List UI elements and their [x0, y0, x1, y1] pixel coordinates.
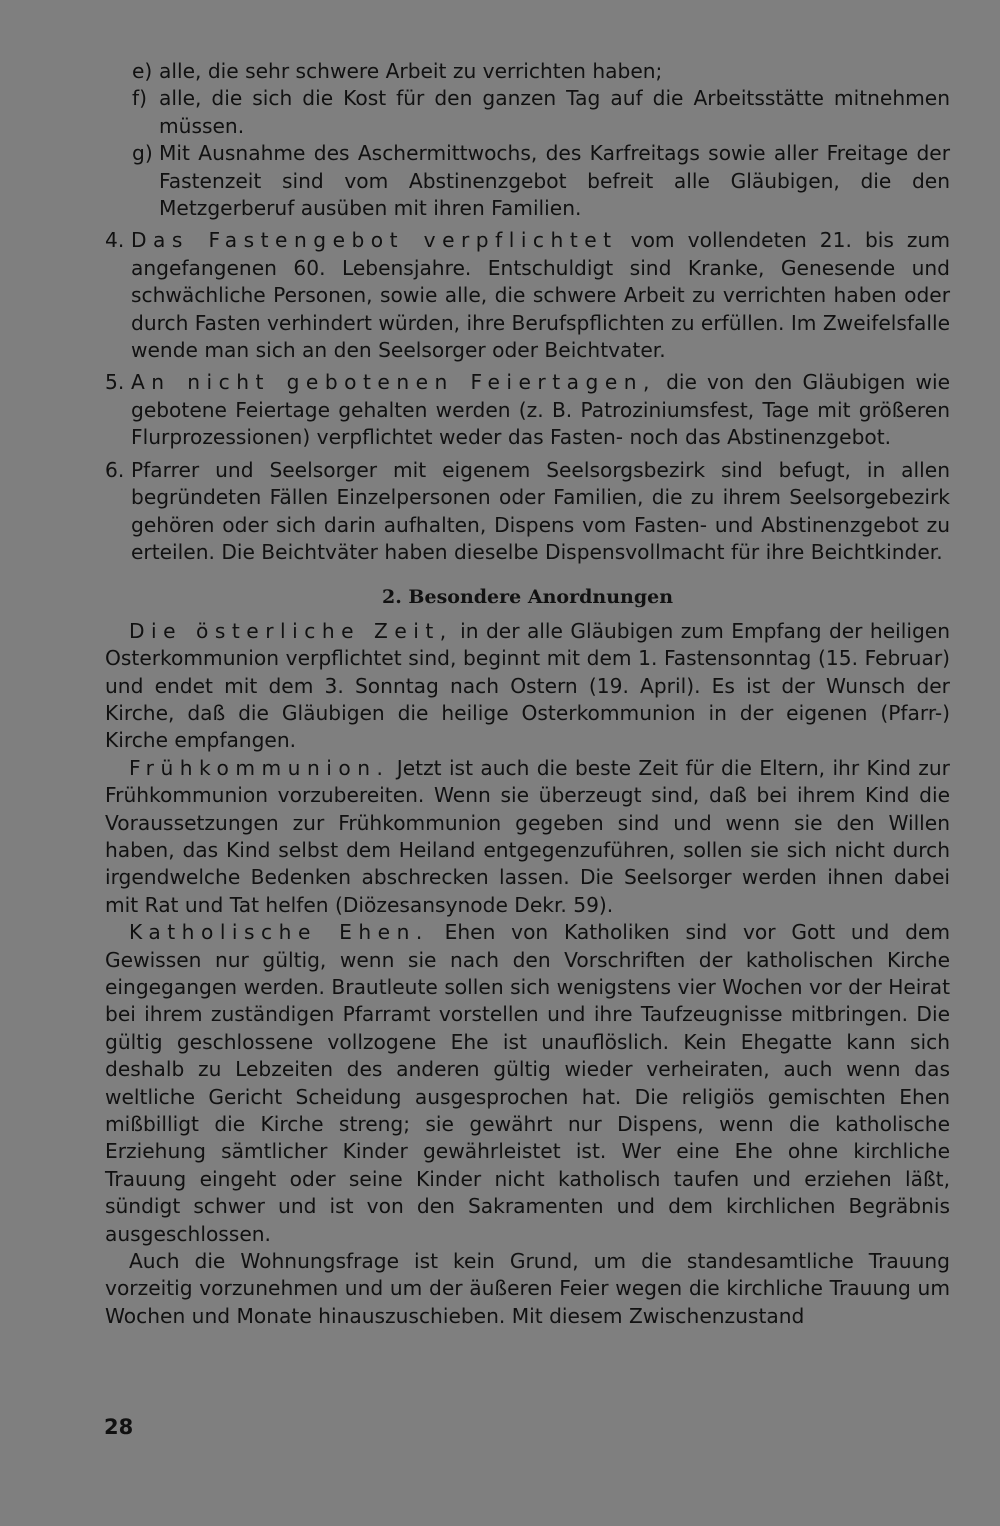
emphasized-phrase: Das Fastengebot verpflichtet — [131, 228, 618, 253]
paragraph-text: Jetzt ist auch die beste Zeit für die Eltern, ihr Kind zur Frühkommunion vorzubereiten. Wenn sie überzeugt sind, daß bei ihrem Kind die Voraussetzungen zur Frühkommunion gegeben sind und wenn sie den Willen haben, das Kind selbst dem Heiland entgegenzuführen, sollen sie sich nicht durch irgendwelche Bedenken abschrecken lassen. Die Seelsorger werden ihnen dabei mit Rat und Tat helfen (Diözesansynode Dekr. 59). — [105, 755, 950, 917]
paragraph-first-communion — [105, 755, 950, 919]
list-item-g — [105, 140, 950, 222]
emphasized-phrase: An nicht gebotenen Feiertagen, — [131, 370, 656, 395]
section-heading: 2. Besondere Anordnungen — [381, 586, 674, 609]
numbered-item-4 — [105, 227, 950, 364]
paragraph-housing-question — [105, 1248, 950, 1330]
numbered-item-5 — [105, 369, 950, 451]
list-item-f — [105, 85, 950, 140]
list-item-e — [105, 58, 950, 85]
list-item-label: g) — [132, 141, 153, 166]
numbered-item-text: die von den Gläubigen wie gebotene Feiertage gehalten werden (z. B. Patroziniumsfest, Tage mit größeren Flurprozessionen) verpflichtet weder das Fasten- noch das Abstinenzgebot. — [131, 370, 950, 450]
emphasized-phrase: Die österliche Zeit, — [129, 618, 453, 643]
paragraph-text: in der alle Gläubigen zum Empfang der heiligen Osterkommunion verpflichtet sind, beginnt mit dem 1. Fastensonntag (15. Februar) und endet mit dem 3. Sonntag nach Ostern (19. April). Es ist der Wunsch der Kirche, daß die Gläubigen die heilige Osterkommunion in der eigenen (Pfarr-) Kirche empfangen. — [105, 618, 950, 753]
numbered-item-text: vom vollendeten 21. bis zum angefangenen 60. Lebensjahre. Entschuldigt sind Kranke, Genesende und schwächliche Personen, sowie alle, die schwere Arbeit zu verrichten haben oder durch Fasten verhindert würden, ihre Berufspflichten zu erfüllen. Im Zweifelsfalle wende man sich an den Seelsorger oder Beichtvater. — [131, 228, 950, 363]
list-item-label: f) — [132, 86, 147, 111]
paragraph-catholic-marriages — [105, 919, 950, 1248]
paragraph-easter-time — [105, 618, 950, 755]
numbered-item-6 — [105, 457, 950, 567]
numbered-item-label: 4. — [105, 228, 125, 253]
numbered-item-label: 5. — [105, 370, 125, 395]
numbered-item-label: 6. — [105, 457, 125, 482]
list-item-text: Mit Ausnahme des Aschermittwochs, des Karfreitags sowie aller Freitage der Fastenzeit sind vom Abstinenzgebot befreit alle Gläubigen, die den Metzgerberuf ausüben mit ihren Familien. — [159, 141, 950, 221]
page-number: 28 — [104, 1415, 134, 1439]
emphasized-phrase: Katholische Ehen. — [129, 920, 429, 945]
numbered-item-text: Pfarrer und Seelsorger mit eigenem Seelsorgsbezirk sind befugt, in allen begründeten Fällen Einzelpersonen oder Familien, die zu ihrem Seelsorgebezirk gehören oder sich darin aufhalten, Dispens vom Fasten- und Abstinenzgebot zu erteilen. Die Beichtväter haben dieselbe Dispensvollmacht für ihre Beichtkinder. — [131, 457, 950, 564]
list-item-text: alle, die sehr schwere Arbeit zu verrichten haben; — [159, 59, 663, 83]
page-content — [105, 58, 950, 1330]
emphasized-phrase: Frühkommunion. — [129, 755, 390, 780]
paragraph-text: Ehen von Katholiken sind vor Gott und dem Gewissen nur gültig, wenn sie nach den Vorschriften der katholischen Kirche eingegangen werden. Brautleute sollen sich wenigstens vier Wochen vor der Heirat bei ihrem zuständigen Pfarramt vorstellen und ihre Taufzeugnisse mitbringen. Die gültig geschlossene vollzogene Ehe ist unauflöslich. Kein Ehegatte kann sich deshalb zu Lebzeiten des anderen gültig wieder verheiraten, auch wenn das weltliche Gericht Scheidung ausgesprochen hat. Die religiös gemischten Ehen mißbilligt die Kirche streng; sie gewährt nur Dispens, wenn die katholische Erziehung sämtlicher Kinder gewährleistet ist. Wer eine Ehe ohne kirchliche Trauung eingeht oder seine Kinder nicht katholisch taufen und erziehen läßt, sündigt schwer und ist von den Sakramenten und dem kirchlichen Begräbnis ausgeschlossen. — [105, 920, 951, 1246]
paragraph-text: Auch die Wohnungsfrage ist kein Grund, um die standesamtliche Trauung vorzeitig vorzunehmen und um der äußeren Feier wegen die kirchliche Trauung um Wochen und Monate hinauszuschieben. Mit diesem Zwischenzustand — [105, 1249, 950, 1328]
list-item-text: alle, die sich die Kost für den ganzen Tag auf die Arbeitsstätte mitnehmen müssen. — [159, 86, 950, 138]
list-item-label: e) — [132, 59, 153, 83]
